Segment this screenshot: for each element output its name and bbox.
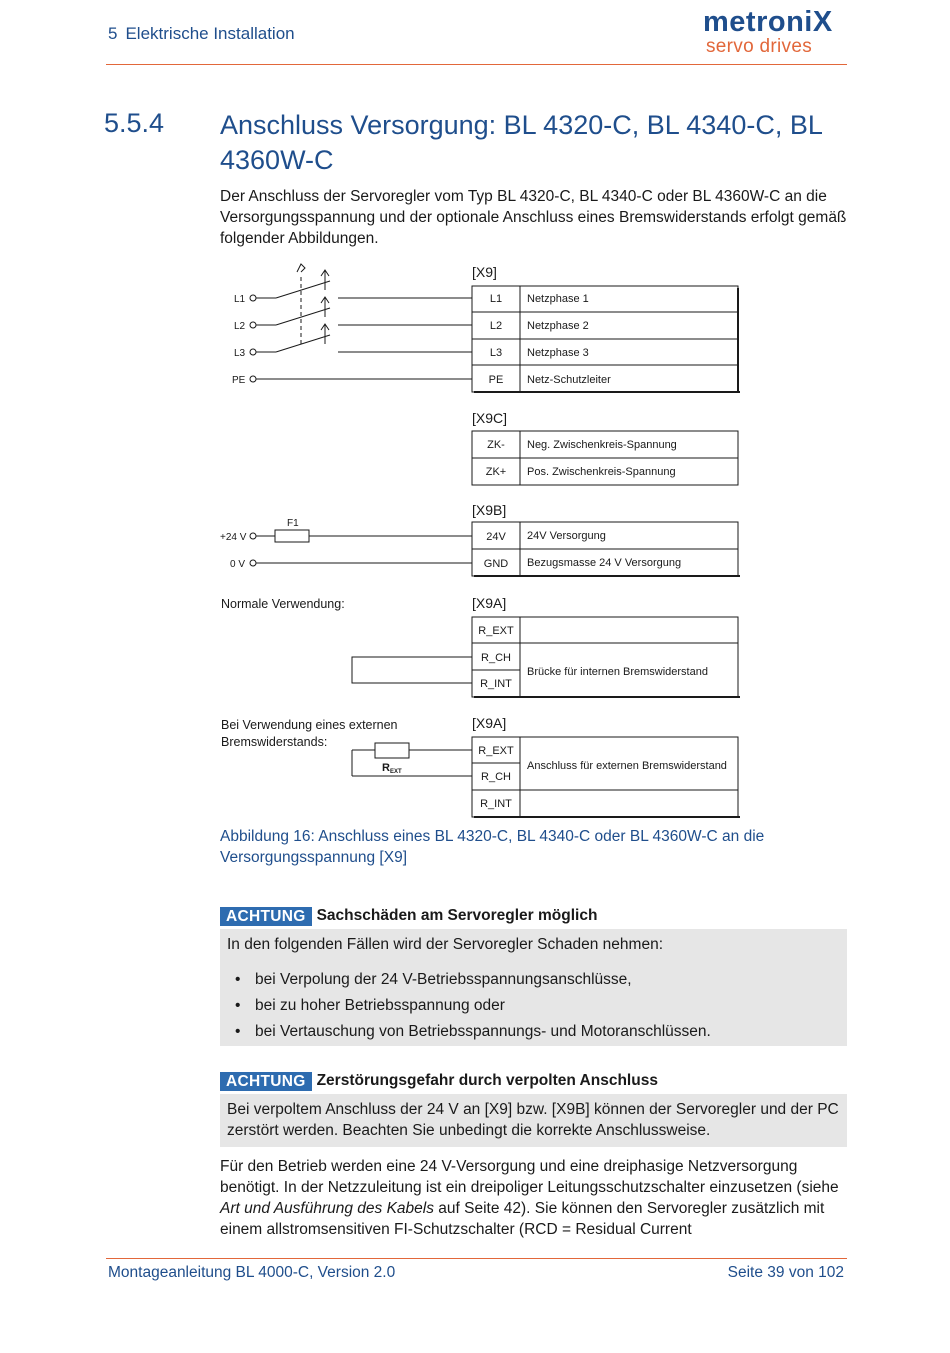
closing-text-1: Für den Betrieb werden eine 24 V-Versorgung und eine dreiphasige Netzversorgung benötigt. In der Netzzuleitung ist ein dreipoliger Leitungsschutzschalter einzusetzen (siehe (220, 1158, 839, 1196)
cross-reference-link[interactable]: Art und Ausführung des Kabels (220, 1200, 434, 1217)
terminal-0v-circle (250, 560, 256, 566)
x9a-normal-pin-rext: R_EXT (478, 625, 514, 637)
x9-desc-l1: Netzphase 1 (527, 293, 589, 305)
x9-desc-pe: Netz-Schutzleiter (527, 374, 611, 386)
chapter-number: 5 (108, 24, 118, 43)
terminal-l2-circle (250, 322, 256, 328)
warning-2-header (220, 1071, 658, 1091)
terminal-l3-circle (250, 349, 256, 355)
x9-pin-l2: L2 (489, 320, 503, 332)
section-number: 5.5.4 (104, 108, 165, 138)
source-label-pe: PE (232, 375, 246, 386)
x9c-pin-zkplus: ZK+ (485, 466, 507, 478)
x9b-desc-gnd: Bezugsmasse 24 V Versorgung (527, 557, 682, 569)
warning-1-badge: ACHTUNG (220, 907, 312, 926)
source-label-l1: L1 (234, 294, 246, 305)
terminal-24v-circle (250, 533, 256, 539)
x9c-desc-zkplus: Pos. Zwischenkreis-Spannung (527, 466, 676, 478)
x9a-normal-desc: Brücke für internen Bremswiderstand (527, 666, 708, 678)
section-intro: Der Anschluss der Servoregler vom Typ BL 4320-C, BL 4340-C oder BL 4360W-C an die Versorgungsspannung und der optionale Anschluss eines Bremswiderstands erfolgt gemäß folgender Abbildungen. (220, 188, 847, 247)
warning-1-title: Sachschäden am Servoregler möglich (316, 907, 598, 924)
x9a-external-desc: Anschluss für externen Bremswiderstand (527, 760, 727, 772)
x9-desc-l2: Netzphase 2 (527, 320, 589, 332)
normal-usage-label: Normale Verwendung: (221, 597, 345, 611)
warning-1-header (220, 906, 597, 926)
warning-1-item: • bei Vertauschung von Betriebsspannungs- und Motoranschlüssen. (255, 1019, 840, 1045)
closing-paragraph (220, 1156, 850, 1240)
external-usage-label-1: Bei Verwendung eines externen (221, 718, 398, 732)
footer-page-number: Seite 39 von 102 (727, 1264, 844, 1281)
x9a-normal-pin-rch: R_CH (481, 652, 511, 664)
logo-tagline: servo drives (706, 36, 813, 57)
fuse-f1-symbol (275, 530, 309, 542)
warning-1-intro: In den folgenden Fällen wird der Servoregler Schaden nehmen: (227, 936, 663, 953)
warning-2-box (220, 1094, 847, 1147)
x9a-external-pin-rint: R_INT (480, 798, 512, 810)
resistor-label: REXT (382, 762, 402, 775)
source-label-l2: L2 (234, 321, 246, 332)
x9-pin-l3: L3 (489, 347, 503, 359)
x9-pin-pe: PE (488, 374, 504, 386)
supply-label-0v: 0 V (230, 559, 246, 570)
x9b-desc-24v: 24V Versorgung (527, 530, 606, 542)
section-title: Anschluss Versorgung: BL 4320-C, BL 4340-C, BL 4360W-C (220, 110, 822, 175)
x9-title: [X9] (472, 264, 497, 280)
fuse-label: F1 (287, 518, 299, 529)
x9-pin-l1: L1 (489, 293, 503, 305)
warning-1-box (220, 929, 847, 1046)
terminal-pe-circle (250, 376, 256, 382)
supply-label-24v: +24 V (220, 532, 247, 543)
warning-1-item: • bei Verpolung der 24 V-Betriebsspannungsanschlüsse, (255, 967, 840, 993)
footer-document-title: Montageanleitung BL 4000-C, Version 2.0 (108, 1264, 396, 1281)
x9b-pin-24v: 24V (486, 531, 506, 543)
source-label-l3: L3 (234, 348, 246, 359)
x9c-title: [X9C] (472, 410, 508, 426)
chapter-title: Elektrische Installation (125, 24, 295, 43)
x9a-external-pin-rch: R_CH (481, 771, 511, 783)
x9b-title: [X9B] (472, 502, 507, 518)
x9b-pin-gnd: GND (483, 558, 509, 570)
x9a-normal-pin-rint: R_INT (480, 678, 512, 690)
x9a-external-pin-rext: R_EXT (478, 745, 514, 757)
resistor-rext-symbol (375, 743, 409, 758)
figure-caption: Abbildung 16: Anschluss eines BL 4320-C, BL 4340-C oder BL 4360W-C an die Versorgungsspannung [X9] (220, 828, 765, 866)
closing-text-2: auf Seite 42). Sie können den Servoregler zusätzlich mit einem allstromsensitiven FI-Schutzschalter (RCD = Residual Current (220, 1200, 825, 1238)
x9-desc-l3: Netzphase 3 (527, 347, 589, 359)
x9a-normal-title: [X9A] (472, 595, 507, 611)
x9c-desc-zkminus: Neg. Zwischenkreis-Spannung (527, 439, 677, 451)
warning-1-item: • bei zu hoher Betriebsspannung oder (255, 993, 840, 1019)
terminal-l1-circle (250, 295, 256, 301)
x9c-pin-zkminus: ZK- (487, 439, 505, 451)
logo-wordmark: metroniX (703, 6, 833, 38)
x9a-external-title: [X9A] (472, 715, 507, 731)
warning-2-badge: ACHTUNG (220, 1072, 312, 1091)
warning-1-list (227, 967, 840, 1045)
warning-2-text: Bei verpoltem Anschluss der 24 V an [X9] bzw. [X9B] können der Servoregler und der PC zerstört werden. Beachten Sie unbedingt die korrekte Anschlussweise. (227, 1101, 839, 1139)
warning-2-title: Zerstörungsgefahr durch verpolten Anschluss (316, 1072, 658, 1089)
external-usage-label-2: Bremswiderstands: (221, 735, 328, 749)
footer-divider (106, 1258, 847, 1259)
